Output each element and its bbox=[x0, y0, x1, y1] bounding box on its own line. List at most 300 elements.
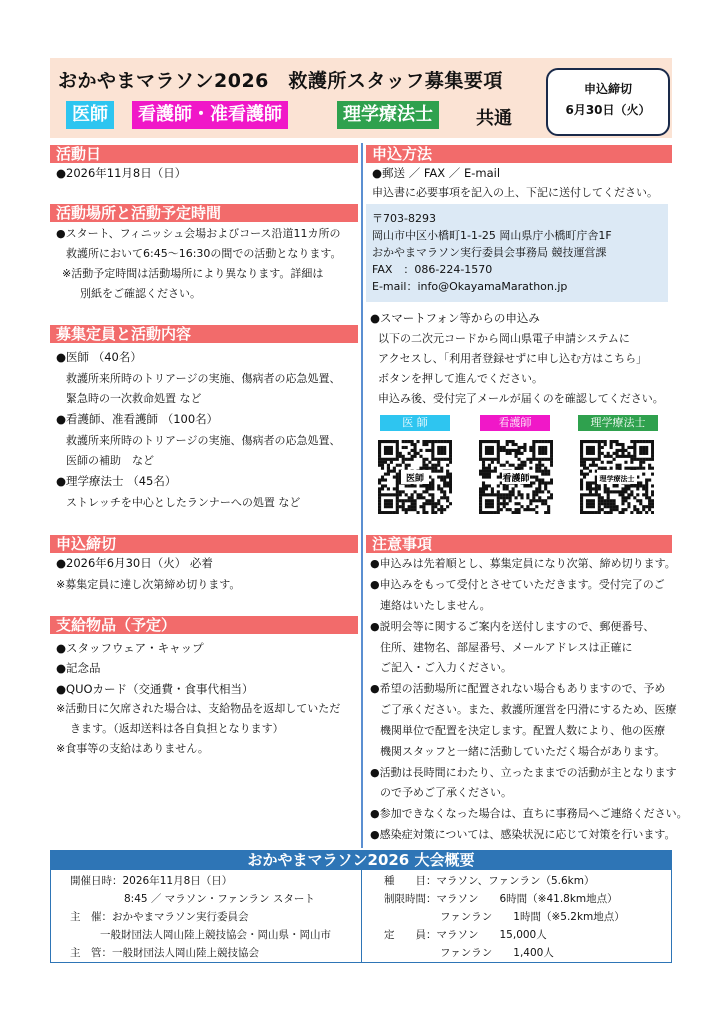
qr-module bbox=[618, 493, 621, 496]
qr-module bbox=[515, 449, 518, 452]
qr-module bbox=[651, 511, 654, 514]
qr-module bbox=[589, 458, 592, 461]
qr-module bbox=[381, 478, 384, 481]
qr-module bbox=[648, 458, 651, 461]
qr-module bbox=[491, 511, 494, 514]
qr-module bbox=[648, 467, 651, 470]
qr-module bbox=[512, 490, 515, 493]
qr-module bbox=[621, 487, 624, 490]
qr-module bbox=[396, 440, 399, 443]
qr-module bbox=[399, 493, 402, 496]
note-5b: ので予めご了承ください。 bbox=[380, 786, 512, 799]
qr-center-label: 理学療法士 bbox=[599, 475, 635, 483]
qr-module bbox=[405, 440, 408, 443]
qr-module bbox=[633, 458, 636, 461]
qr-module bbox=[630, 484, 633, 487]
qr-module bbox=[497, 508, 500, 511]
qr-module bbox=[642, 449, 645, 452]
qr-module bbox=[607, 452, 610, 455]
qr-module bbox=[425, 464, 428, 467]
qr-module bbox=[437, 470, 440, 473]
qr-module bbox=[419, 449, 422, 452]
qr-module bbox=[378, 496, 381, 499]
qr-module bbox=[411, 505, 414, 508]
qr-module bbox=[645, 449, 648, 452]
qr-module bbox=[443, 481, 446, 484]
qr-module bbox=[544, 452, 547, 455]
qr-module bbox=[550, 481, 553, 484]
qr-module bbox=[431, 449, 434, 452]
qr-module bbox=[621, 446, 624, 449]
qr-module bbox=[517, 493, 520, 496]
qr-module bbox=[378, 505, 381, 508]
qr-module bbox=[580, 458, 583, 461]
qr-module bbox=[449, 461, 452, 464]
qr-module bbox=[488, 452, 491, 455]
qr-module bbox=[405, 493, 408, 496]
qr-module bbox=[550, 461, 553, 464]
qr-module bbox=[402, 502, 405, 505]
qr-module bbox=[586, 502, 589, 505]
qr-module bbox=[482, 470, 485, 473]
qr-module bbox=[497, 449, 500, 452]
qr-module bbox=[544, 511, 547, 514]
qr-module bbox=[601, 440, 604, 443]
deadline-badge-date: 6月30日（火） bbox=[565, 103, 651, 117]
qr-module bbox=[509, 464, 512, 467]
qr-module bbox=[488, 440, 491, 443]
qr-module bbox=[592, 446, 595, 449]
qr-module bbox=[482, 458, 485, 461]
qr-module bbox=[509, 452, 512, 455]
qr-module bbox=[378, 464, 381, 467]
qr-module bbox=[378, 440, 381, 443]
qr-module bbox=[598, 505, 601, 508]
qr-module bbox=[589, 499, 592, 502]
qr-module bbox=[580, 470, 583, 473]
qr-module bbox=[378, 452, 381, 455]
qr-module bbox=[482, 440, 485, 443]
qr-module bbox=[419, 455, 422, 458]
qr-module bbox=[497, 461, 500, 464]
qr-code-nurse[interactable] bbox=[479, 440, 553, 514]
qr-module bbox=[645, 490, 648, 493]
qr-module bbox=[630, 461, 633, 464]
qr-module bbox=[636, 511, 639, 514]
qr-code-doctor[interactable] bbox=[378, 440, 452, 514]
qr-module bbox=[387, 446, 390, 449]
qr-module bbox=[431, 511, 434, 514]
qr-module bbox=[523, 443, 526, 446]
supply-item-1: ●スタッフウェア・キャップ bbox=[56, 641, 204, 655]
qr-module bbox=[414, 446, 417, 449]
qr-module bbox=[408, 452, 411, 455]
qr-module bbox=[538, 449, 541, 452]
qr-module bbox=[503, 449, 506, 452]
qr-module bbox=[387, 470, 390, 473]
qr-module bbox=[405, 511, 408, 514]
qr-module bbox=[592, 440, 595, 443]
qr-module bbox=[532, 490, 535, 493]
note-4b: ご了承ください。また、救護所運営を円滑にするため、医療 bbox=[380, 703, 677, 716]
qr-module bbox=[425, 440, 428, 443]
qr-module bbox=[517, 511, 520, 514]
qr-module bbox=[538, 478, 541, 481]
qr-module bbox=[378, 446, 381, 449]
qr-module bbox=[485, 511, 488, 514]
qr-module bbox=[592, 487, 595, 490]
qr-module bbox=[598, 443, 601, 446]
qr-module bbox=[627, 487, 630, 490]
qr-module bbox=[604, 455, 607, 458]
qr-module bbox=[541, 490, 544, 493]
qr-module bbox=[437, 499, 440, 502]
qr-module bbox=[399, 505, 402, 508]
qr-module bbox=[636, 493, 639, 496]
qr-module bbox=[642, 505, 645, 508]
qr-module bbox=[651, 458, 654, 461]
qr-module bbox=[538, 461, 541, 464]
qr-module bbox=[497, 505, 500, 508]
qr-module bbox=[446, 499, 449, 502]
qr-module bbox=[526, 484, 529, 487]
qr-module bbox=[488, 473, 491, 476]
qr-module bbox=[497, 476, 500, 479]
qr-module bbox=[390, 440, 393, 443]
qr-module bbox=[399, 490, 402, 493]
qr-module bbox=[491, 505, 494, 508]
qr-module bbox=[402, 440, 405, 443]
qr-module bbox=[393, 476, 396, 479]
qr-module bbox=[601, 452, 604, 455]
qr-module bbox=[482, 490, 485, 493]
qr-module bbox=[648, 464, 651, 467]
qr-module bbox=[431, 452, 434, 455]
qr-module bbox=[636, 458, 639, 461]
qr-module bbox=[425, 499, 428, 502]
qr-module bbox=[601, 508, 604, 511]
qr-module bbox=[595, 464, 598, 467]
qr-module bbox=[529, 461, 532, 464]
qr-module bbox=[479, 440, 482, 443]
qr-module bbox=[488, 511, 491, 514]
qr-module bbox=[411, 484, 414, 487]
qr-module bbox=[491, 490, 494, 493]
qr-module bbox=[488, 458, 491, 461]
qr-module bbox=[633, 449, 636, 452]
qr-module bbox=[378, 511, 381, 514]
qr-module bbox=[589, 487, 592, 490]
qr-module bbox=[610, 502, 613, 505]
qr-module bbox=[616, 452, 619, 455]
qr-module bbox=[613, 440, 616, 443]
qr-module bbox=[607, 461, 610, 464]
qr-module bbox=[503, 484, 506, 487]
qr-module bbox=[541, 473, 544, 476]
qr-module bbox=[589, 502, 592, 505]
qr-module bbox=[515, 455, 518, 458]
qr-module bbox=[443, 493, 446, 496]
note-2: ●申込みをもって受付とさせていただきます。受付完了のご bbox=[370, 578, 665, 591]
qr-module bbox=[509, 490, 512, 493]
qr-module bbox=[580, 461, 583, 464]
qr-module bbox=[402, 461, 405, 464]
qr-module bbox=[589, 440, 592, 443]
apply-methods: ●郵送 ／ FAX ／ E-mail bbox=[372, 166, 501, 180]
qr-module bbox=[419, 467, 422, 470]
qr-module bbox=[580, 452, 583, 455]
qr-module bbox=[425, 490, 428, 493]
tag-nurse: 看護師・准看護師 bbox=[132, 101, 288, 129]
qr-module bbox=[378, 502, 381, 505]
qr-module bbox=[515, 467, 518, 470]
supply-item-2: ●記念品 bbox=[56, 661, 101, 675]
qr-module bbox=[414, 484, 417, 487]
qr-module bbox=[621, 455, 624, 458]
qr-module bbox=[636, 487, 639, 490]
qr-module bbox=[437, 446, 440, 449]
qr-module bbox=[532, 496, 535, 499]
qr-module bbox=[482, 511, 485, 514]
qr-module bbox=[532, 476, 535, 479]
qr-module bbox=[544, 467, 547, 470]
qr-module bbox=[618, 467, 621, 470]
qr-module bbox=[639, 440, 642, 443]
qr-module bbox=[437, 449, 440, 452]
qr-module bbox=[503, 505, 506, 508]
qr-module bbox=[396, 452, 399, 455]
qr-module bbox=[414, 449, 417, 452]
qr-module bbox=[541, 478, 544, 481]
qr-module bbox=[651, 502, 654, 505]
qr-module bbox=[589, 452, 592, 455]
note-4c: 機関単位で配置を決定します。配置人数により、他の医療 bbox=[380, 724, 666, 737]
recruit-pt: ●理学療法士 （45名） bbox=[56, 474, 177, 488]
qr-module bbox=[416, 496, 419, 499]
qr-module bbox=[506, 496, 509, 499]
qr-module bbox=[529, 499, 532, 502]
qr-module bbox=[440, 449, 443, 452]
qr-module bbox=[538, 484, 541, 487]
qr-module bbox=[648, 478, 651, 481]
qr-module bbox=[449, 502, 452, 505]
qr-code-pt[interactable] bbox=[580, 440, 654, 514]
qr-module bbox=[621, 499, 624, 502]
qr-module bbox=[517, 490, 520, 493]
recruit-doctor-desc-1: 救護所来所時のトリアージの実施、傷病者の応急処置、 bbox=[66, 372, 341, 385]
qr-module bbox=[443, 446, 446, 449]
qr-module bbox=[408, 458, 411, 461]
qr-label-nurse: 看護師 bbox=[480, 415, 550, 431]
qr-module bbox=[425, 484, 428, 487]
qr-module bbox=[624, 449, 627, 452]
qr-module bbox=[589, 446, 592, 449]
section-notes: 注意事項 bbox=[366, 535, 672, 553]
qr-module bbox=[437, 502, 440, 505]
qr-module bbox=[384, 505, 387, 508]
qr-module bbox=[550, 493, 553, 496]
qr-module bbox=[618, 464, 621, 467]
qr-module bbox=[497, 511, 500, 514]
qr-module bbox=[422, 484, 425, 487]
qr-module bbox=[589, 505, 592, 508]
qr-module bbox=[378, 481, 381, 484]
qr-module bbox=[384, 461, 387, 464]
qr-module bbox=[538, 440, 541, 443]
qr-module bbox=[616, 440, 619, 443]
qr-module bbox=[381, 464, 384, 467]
qr-module bbox=[405, 458, 408, 461]
qr-module bbox=[580, 496, 583, 499]
qr-module bbox=[598, 484, 601, 487]
qr-module bbox=[642, 467, 645, 470]
qr-module bbox=[595, 493, 598, 496]
qr-module bbox=[595, 440, 598, 443]
qr-module bbox=[541, 458, 544, 461]
qr-module bbox=[399, 452, 402, 455]
qr-module bbox=[639, 461, 642, 464]
qr-module bbox=[583, 511, 586, 514]
qr-module bbox=[610, 508, 613, 511]
qr-module bbox=[503, 499, 506, 502]
qr-module bbox=[449, 478, 452, 481]
qr-module bbox=[378, 487, 381, 490]
qr-module bbox=[512, 464, 515, 467]
qr-module bbox=[393, 493, 396, 496]
qr-module bbox=[642, 487, 645, 490]
qr-module bbox=[613, 458, 616, 461]
qr-module bbox=[607, 511, 610, 514]
qr-module bbox=[651, 490, 654, 493]
qr-module bbox=[589, 449, 592, 452]
qr-module bbox=[642, 508, 645, 511]
deadline-badge-label: 申込締切 bbox=[583, 82, 632, 96]
qr-module bbox=[414, 490, 417, 493]
qr-module bbox=[449, 446, 452, 449]
qr-module bbox=[515, 484, 518, 487]
qr-module bbox=[592, 449, 595, 452]
qr-module bbox=[485, 499, 488, 502]
qr-module bbox=[482, 487, 485, 490]
qr-module bbox=[414, 455, 417, 458]
address-email[interactable]: E-mail：info@OkayamaMarathon.jp bbox=[372, 280, 568, 293]
qr-module bbox=[583, 473, 586, 476]
qr-module bbox=[604, 467, 607, 470]
qr-module bbox=[529, 458, 532, 461]
qr-module bbox=[405, 499, 408, 502]
qr-module bbox=[645, 458, 648, 461]
qr-module bbox=[378, 493, 381, 496]
qr-module bbox=[627, 493, 630, 496]
qr-module bbox=[651, 505, 654, 508]
qr-module bbox=[402, 458, 405, 461]
qr-module bbox=[535, 470, 538, 473]
qr-module bbox=[491, 499, 494, 502]
qr-module bbox=[639, 452, 642, 455]
qr-module bbox=[515, 452, 518, 455]
supply-note-1: ※活動日に欠席された場合は、支給物品を返却していただ bbox=[56, 702, 341, 715]
column-divider bbox=[361, 143, 363, 848]
qr-module bbox=[633, 496, 636, 499]
qr-module bbox=[642, 440, 645, 443]
qr-module bbox=[384, 446, 387, 449]
qr-module bbox=[601, 461, 604, 464]
note-5: ●活動は長時間にわたり、立ったままでの活動が主となります bbox=[370, 766, 677, 779]
qr-module bbox=[434, 511, 437, 514]
qr-module bbox=[580, 508, 583, 511]
qr-module bbox=[485, 449, 488, 452]
qr-module bbox=[440, 452, 443, 455]
qr-module bbox=[604, 490, 607, 493]
qr-module bbox=[431, 502, 434, 505]
qr-module bbox=[547, 496, 550, 499]
qr-module bbox=[440, 446, 443, 449]
qr-module bbox=[538, 499, 541, 502]
qr-module bbox=[387, 464, 390, 467]
qr-module bbox=[580, 499, 583, 502]
qr-module bbox=[449, 458, 452, 461]
section-recruit: 募集定員と活動内容 bbox=[50, 325, 358, 343]
qr-module bbox=[387, 487, 390, 490]
qr-module bbox=[541, 446, 544, 449]
qr-module bbox=[497, 502, 500, 505]
qr-module bbox=[440, 511, 443, 514]
qr-module bbox=[485, 493, 488, 496]
qr-module bbox=[616, 455, 619, 458]
qr-module bbox=[431, 458, 434, 461]
qr-module bbox=[580, 484, 583, 487]
qr-module bbox=[431, 443, 434, 446]
qr-module bbox=[586, 499, 589, 502]
qr-module bbox=[598, 502, 601, 505]
address-fax: FAX ：086-224-1570 bbox=[372, 263, 493, 276]
recruit-doctor-desc-2: 緊急時の一次救命処置 など bbox=[66, 392, 202, 405]
qr-module bbox=[633, 440, 636, 443]
qr-module bbox=[645, 493, 648, 496]
qr-module bbox=[509, 496, 512, 499]
qr-module bbox=[405, 446, 408, 449]
qr-module bbox=[405, 464, 408, 467]
qr-module bbox=[624, 496, 627, 499]
qr-module bbox=[532, 446, 535, 449]
qr-module bbox=[627, 452, 630, 455]
qr-module bbox=[520, 496, 523, 499]
qr-module bbox=[586, 458, 589, 461]
overview-organizer: 主 催：おかやまマラソン実行委員会 bbox=[70, 911, 249, 923]
qr-module bbox=[547, 505, 550, 508]
qr-module bbox=[449, 440, 452, 443]
qr-module bbox=[416, 440, 419, 443]
note-3b: 住所、建物名、部屋番号、メールアドレスは正確に bbox=[380, 641, 633, 654]
overview-manager: 主 管：一般財団法人岡山陸上競技協会 bbox=[70, 947, 259, 959]
qr-module bbox=[440, 470, 443, 473]
qr-module bbox=[515, 508, 518, 511]
qr-module bbox=[583, 461, 586, 464]
qr-module bbox=[642, 452, 645, 455]
qr-module bbox=[586, 481, 589, 484]
qr-module bbox=[479, 455, 482, 458]
qr-module bbox=[399, 499, 402, 502]
qr-module bbox=[503, 446, 506, 449]
qr-module bbox=[482, 467, 485, 470]
qr-module bbox=[598, 458, 601, 461]
qr-module bbox=[512, 511, 515, 514]
qr-module bbox=[408, 464, 411, 467]
qr-module bbox=[538, 467, 541, 470]
qr-module bbox=[384, 478, 387, 481]
qr-module bbox=[431, 464, 434, 467]
qr-module bbox=[416, 452, 419, 455]
